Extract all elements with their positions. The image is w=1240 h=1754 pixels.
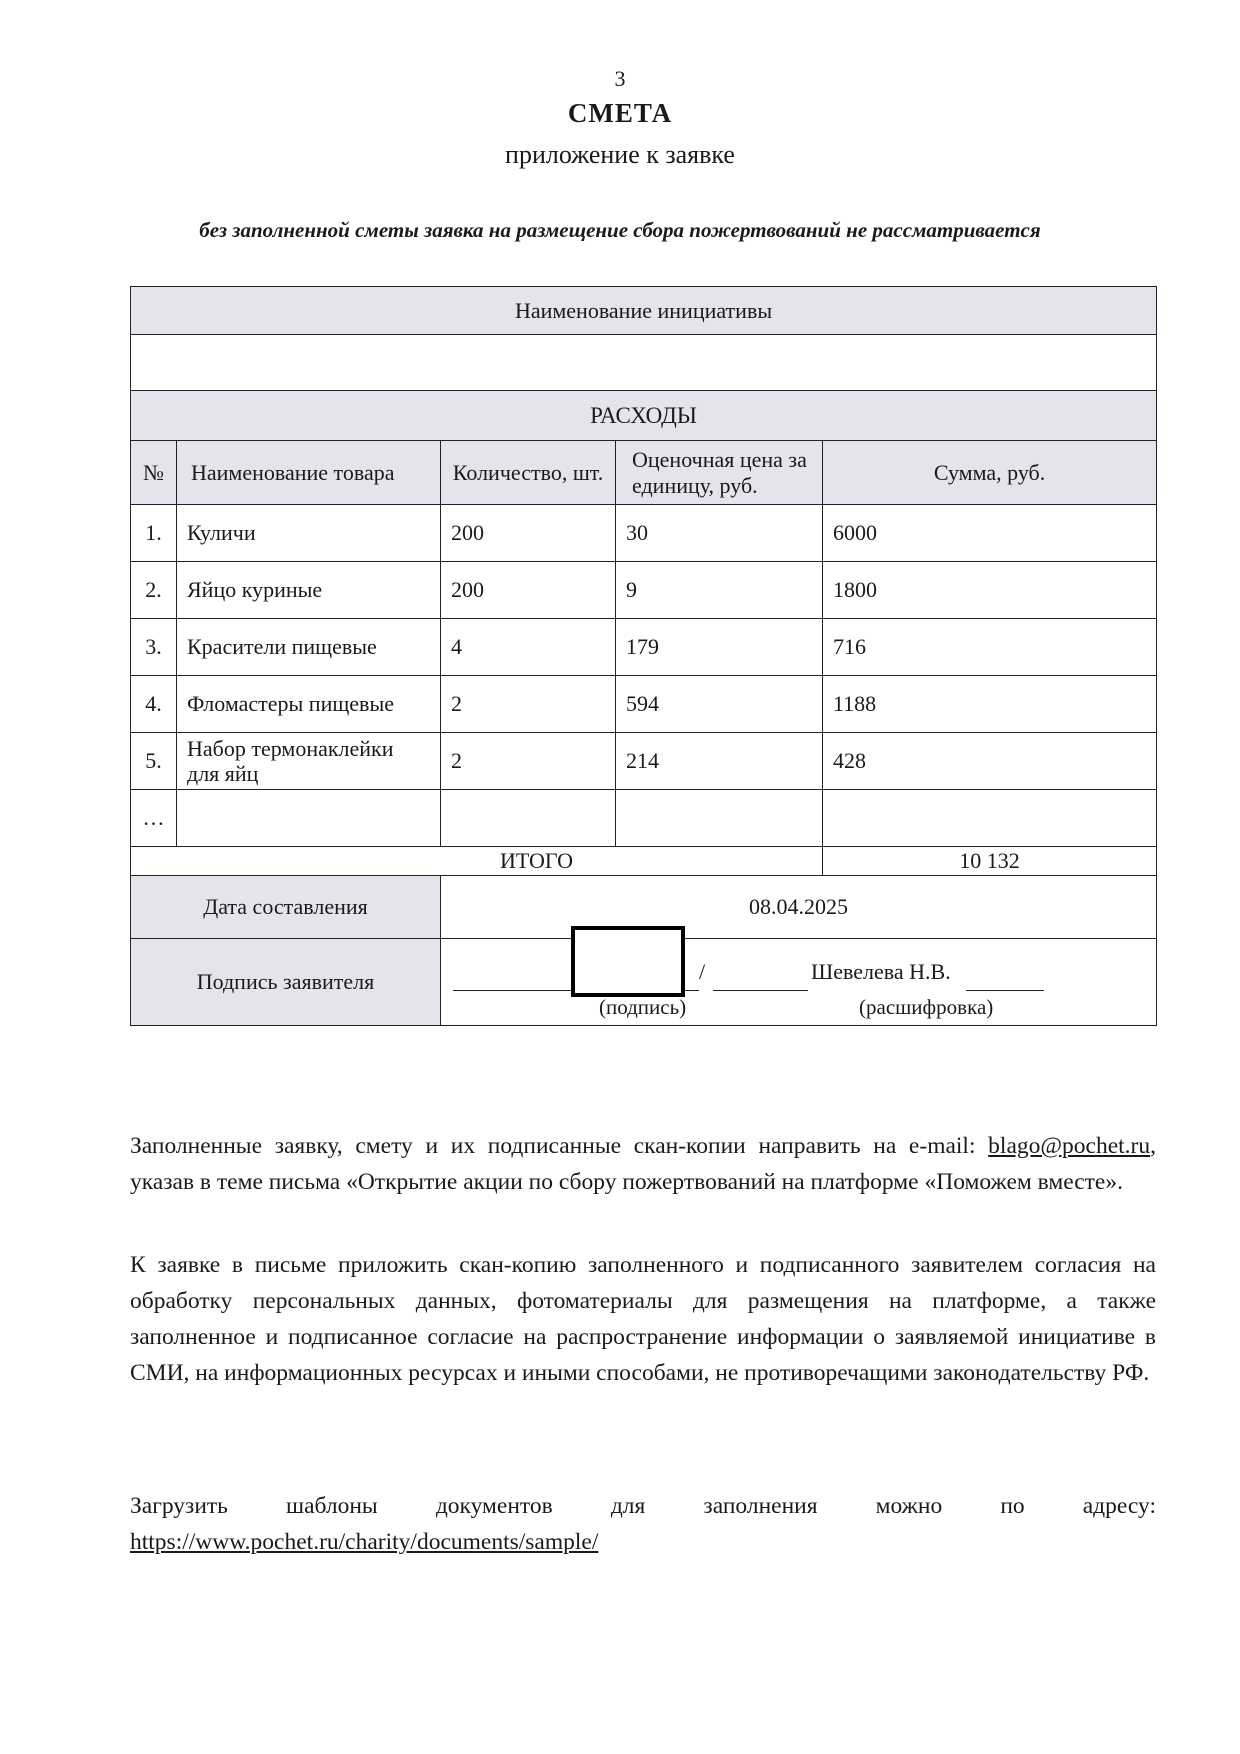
- row-item-name: Набор термонаклейки для яйц: [177, 733, 441, 790]
- row-number: …: [131, 790, 177, 847]
- page-subtitle: приложение к заявке: [505, 140, 735, 169]
- total-label: ИТОГО: [131, 847, 823, 876]
- row-unit-price[interactable]: [616, 790, 823, 847]
- table-row: [131, 676, 1157, 733]
- estimate-table: [130, 286, 1157, 1026]
- column-header-sum: Сумма, руб.: [823, 441, 1157, 505]
- row-unit-price: 30: [616, 505, 823, 562]
- row-item-name: Яйцо куриные: [177, 562, 441, 619]
- paragraph-text: Загрузить шаблоны документов для заполнения можно по адресу:: [130, 1493, 1156, 1519]
- initiative-header: Наименование инициативы: [131, 287, 1157, 335]
- row-number: 1.: [131, 505, 177, 562]
- row-quantity[interactable]: [441, 790, 616, 847]
- row-unit-price: 214: [616, 733, 823, 790]
- row-quantity: 200: [441, 505, 616, 562]
- page-number: 3: [614, 66, 626, 91]
- row-sum: 6000: [823, 505, 1157, 562]
- row-item-name: Фломастеры пищевые: [177, 676, 441, 733]
- row-item-name[interactable]: [177, 790, 441, 847]
- signature-cell: [441, 939, 1157, 1026]
- row-quantity: 4: [441, 619, 616, 676]
- redaction-box: [571, 926, 685, 997]
- row-number: 5.: [131, 733, 177, 790]
- row-quantity: 2: [441, 676, 616, 733]
- name-caption: (расшифровка): [859, 995, 994, 1019]
- email-link[interactable]: blago@pochet.ru: [988, 1133, 1151, 1159]
- name-line-right: [966, 990, 1044, 991]
- row-quantity: 2: [441, 733, 616, 790]
- row-sum[interactable]: [823, 790, 1157, 847]
- table-row: [131, 619, 1157, 676]
- initiative-name-field[interactable]: [131, 335, 1157, 391]
- table-header-row: [131, 441, 1157, 505]
- instruction-paragraph-templates: [130, 1488, 1156, 1560]
- row-number: 2.: [131, 562, 177, 619]
- signature-caption: (подпись): [599, 995, 687, 1019]
- row-item-name: Красители пищевые: [177, 619, 441, 676]
- table-row: [131, 733, 1157, 790]
- date-value: 08.04.2025: [441, 876, 1157, 939]
- date-label: Дата составления: [131, 876, 441, 939]
- column-header-quantity: Количество, шт.: [441, 441, 616, 505]
- instruction-paragraph-email: [130, 1128, 1156, 1200]
- row-unit-price: 9: [616, 562, 823, 619]
- row-quantity: 200: [441, 562, 616, 619]
- column-header-unit-price: Оценочная цена за единицу, руб.: [616, 441, 823, 505]
- row-sum: 716: [823, 619, 1157, 676]
- total-value: 10 132: [823, 847, 1157, 876]
- signature-label: Подпись заявителя: [131, 939, 441, 1026]
- signature-name: Шевелева Н.В.: [811, 959, 951, 984]
- name-line-left: [713, 990, 808, 991]
- templates-link[interactable]: https://www.pochet.ru/charity/documents/sample/: [130, 1529, 599, 1555]
- row-number: 3.: [131, 619, 177, 676]
- row-unit-price: 179: [616, 619, 823, 676]
- expenses-header: РАСХОДЫ: [131, 391, 1157, 441]
- total-row: [131, 847, 1157, 876]
- column-header-item: Наименование товара: [177, 441, 441, 505]
- row-number: 4.: [131, 676, 177, 733]
- instruction-paragraph-attachments: К заявке в письме приложить скан-копию заполненного и подписанного заявителем согласия на обработку персональных данных, фотоматериалы для размещения на платформе, а также заполненное и подписанное согласие на распространение информации о заявляемой инициативе в СМИ, на информационных ресурсах и иными способами, не противоречащими законодательству РФ.: [130, 1252, 1156, 1386]
- table-row: [131, 562, 1157, 619]
- page-title: СМЕТА: [567, 98, 673, 128]
- column-header-number: №: [131, 441, 177, 505]
- signature-slash: /: [699, 959, 706, 984]
- row-sum: 428: [823, 733, 1157, 790]
- paragraph-text: , указав в теме письма «Открытие акции по сбору пожертвований на платформе «Поможем вместе».: [130, 1133, 1156, 1195]
- row-sum: 1188: [823, 676, 1157, 733]
- row-item-name: Куличи: [177, 505, 441, 562]
- table-row: [131, 505, 1157, 562]
- row-unit-price: 594: [616, 676, 823, 733]
- row-sum: 1800: [823, 562, 1157, 619]
- paragraph-text: Заполненные заявку, смету и их подписанные скан-копии направить на e-mail:: [130, 1133, 989, 1159]
- warning-note: без заполненной сметы заявка на размещение сбора пожертвований не рассматривается: [199, 218, 1041, 242]
- signature-row: [131, 939, 1157, 1026]
- table-row: [131, 790, 1157, 847]
